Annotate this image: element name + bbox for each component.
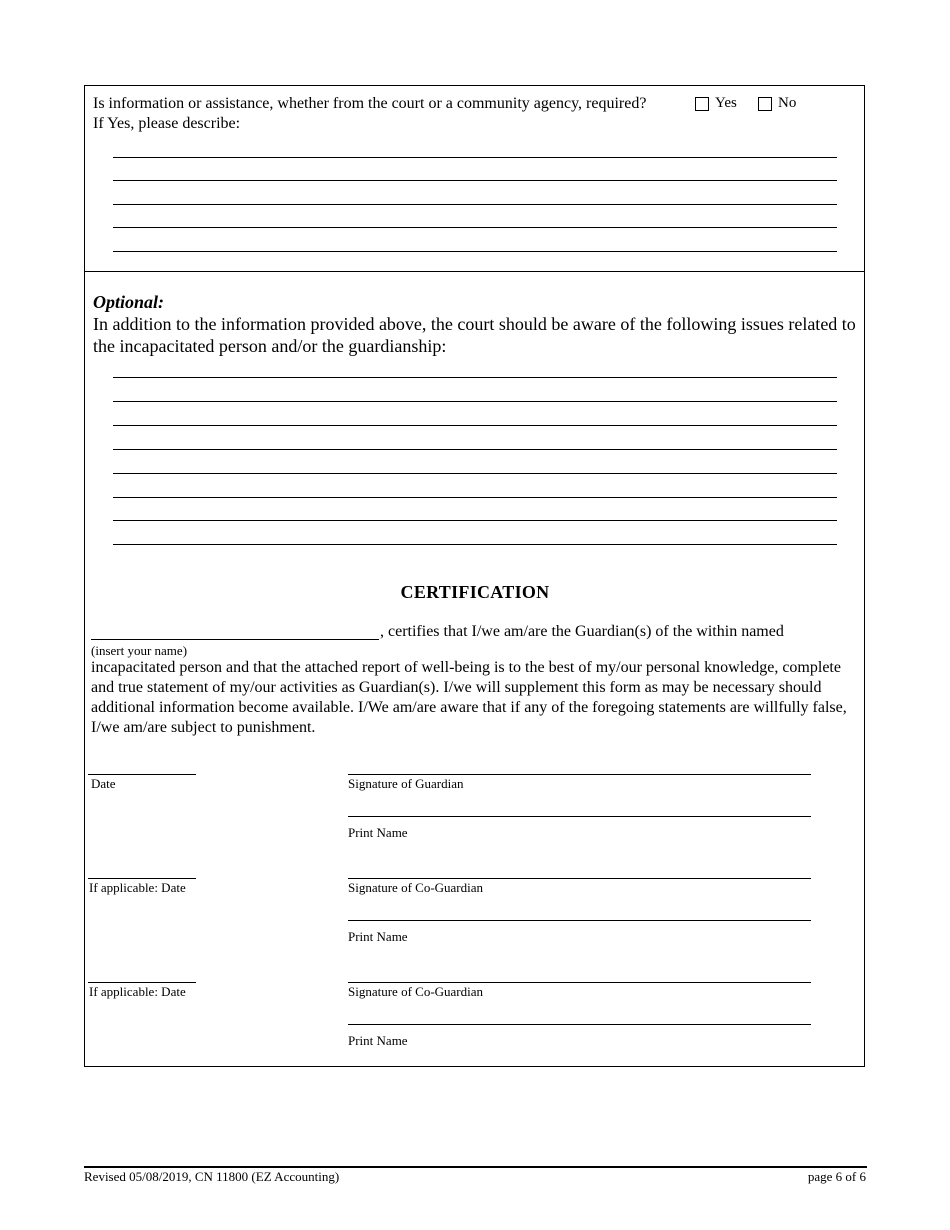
guardian-signature-label: Signature of Guardian [348,776,464,791]
guardian-name-field[interactable] [91,639,379,640]
issues-line[interactable] [113,449,837,450]
coguardian-signature-label: Signature of Co-Guardian [348,880,484,895]
insert-name-label: (insert your name) [91,643,188,658]
print-name-label: Print Name [348,929,408,944]
certification-title: CERTIFICATION [400,582,550,602]
description-line[interactable] [113,157,837,158]
certification-line: , certifies that I/we am/are the Guardian(s) of the within named [380,623,784,640]
issues-line[interactable] [113,473,837,474]
date-field[interactable] [88,774,196,775]
coguardian-signature-field[interactable] [348,878,811,879]
coguardian-date-field[interactable] [88,982,196,983]
issues-line[interactable] [113,544,837,545]
coguardian-print-name-field[interactable] [348,920,811,921]
issues-line[interactable] [113,520,837,521]
no-option[interactable] [758,95,796,112]
yes-label: Yes [715,95,737,111]
yes-option[interactable] [695,95,737,112]
guardian-signature-field[interactable] [348,774,811,775]
optional-title: Optional: [93,292,165,312]
description-line[interactable] [113,251,837,252]
coguardian-date-field[interactable] [88,878,196,879]
issues-line[interactable] [113,425,837,426]
page-number: page 6 of 6 [807,1169,866,1184]
issues-line[interactable] [113,377,837,378]
coguardian-signature-label: Signature of Co-Guardian [348,984,484,999]
print-name-label: Print Name [348,825,408,840]
coguardian-print-name-field[interactable] [348,1024,811,1025]
applicable-date-label: If applicable: Date [89,984,186,999]
guardian-print-name-field[interactable] [348,816,811,817]
description-line[interactable] [113,204,837,205]
footer-rule [84,1166,867,1168]
applicable-date-label: If applicable: Date [89,880,186,895]
description-line[interactable] [113,180,837,181]
coguardian-signature-field[interactable] [348,982,811,983]
section-divider [84,271,865,272]
certification-body: incapacitated person and that the attached report of well-being is to the best of my/our personal knowledge, complete and true statement of my/our activities as Guardian(s). I/we will supplement this form as may be necessary should additional information become available. I/We am/are aware that if any of the foregoing statements are willfully false, I/we am/are subject to punishment. [91,659,847,736]
no-checkbox[interactable] [758,97,772,111]
revision-info: Revised 05/08/2019, CN 11800 (EZ Accounting) [84,1169,340,1184]
no-label: No [778,95,797,111]
assistance-question: Is information or assistance, whether from the court or a community agency, required? If Yes, please describe: [93,95,647,132]
yes-checkbox[interactable] [695,97,709,111]
date-label: Date [91,776,116,791]
issues-line[interactable] [113,401,837,402]
issues-line[interactable] [113,497,837,498]
print-name-label: Print Name [348,1033,408,1048]
optional-text: In addition to the information provided above, the court should be aware of the following issues related to the incapacitated person and/or the guardianship: [93,314,856,356]
description-line[interactable] [113,227,837,228]
